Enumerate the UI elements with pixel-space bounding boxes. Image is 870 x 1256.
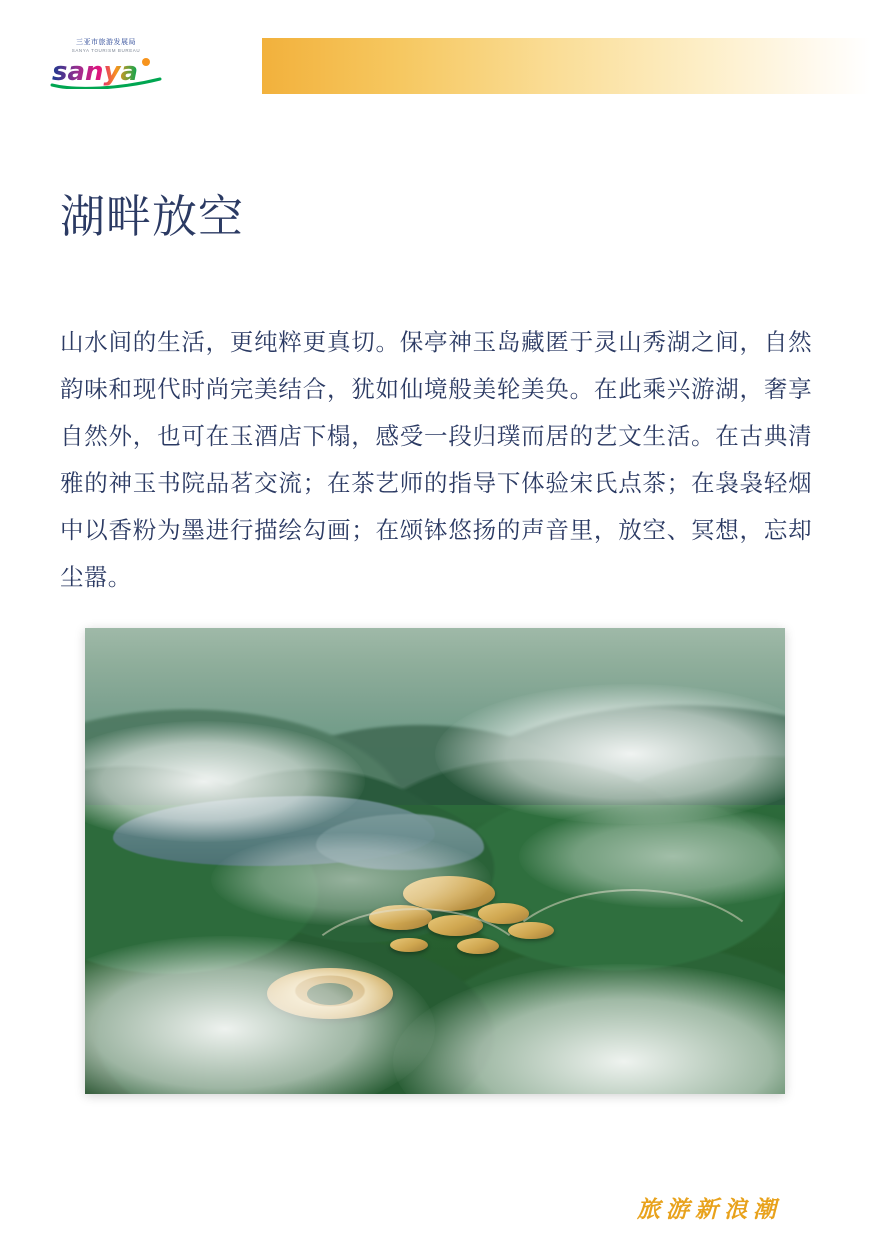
logo-chinese-name: 三亚市旅游发展局 (76, 39, 136, 46)
photo-illustration (85, 628, 785, 1094)
svg-text:sanya: sanya (52, 57, 139, 87)
page-title: 湖畔放空 (60, 190, 245, 244)
sanya-tourism-logo (50, 38, 170, 94)
photo-road-2 (491, 889, 775, 1061)
photo-lake-center (316, 814, 484, 870)
header-gradient-band (262, 38, 870, 94)
page-footer (0, 1191, 870, 1224)
page-header (0, 0, 870, 120)
landscape-photo (85, 628, 785, 1094)
article-paragraph: 山水间的生活，更纯粹更真切。保亭神玉岛藏匿于灵山秀湖之间，自然韵味和现代时尚完美结合，犹如仙境般美轮美奂。在此乘兴游湖，奢享自然外，也可在玉酒店下榻，感受一段归璞而居的艺文生活。在古典清雅的神玉书院品茗交流；在茶艺师的指导下体验宋氏点茶；在袅袅轻烟中以香粉为墨进行描绘勾画；在颂钵悠扬的声音里，放空、冥想，忘却尘嚣。 (60, 327, 812, 591)
logo-wordmark (50, 55, 166, 89)
logo-english-name: SANYA TOURISM BUREAU (71, 48, 141, 53)
footer-slogan: 旅游新浪潮 (637, 1196, 782, 1223)
